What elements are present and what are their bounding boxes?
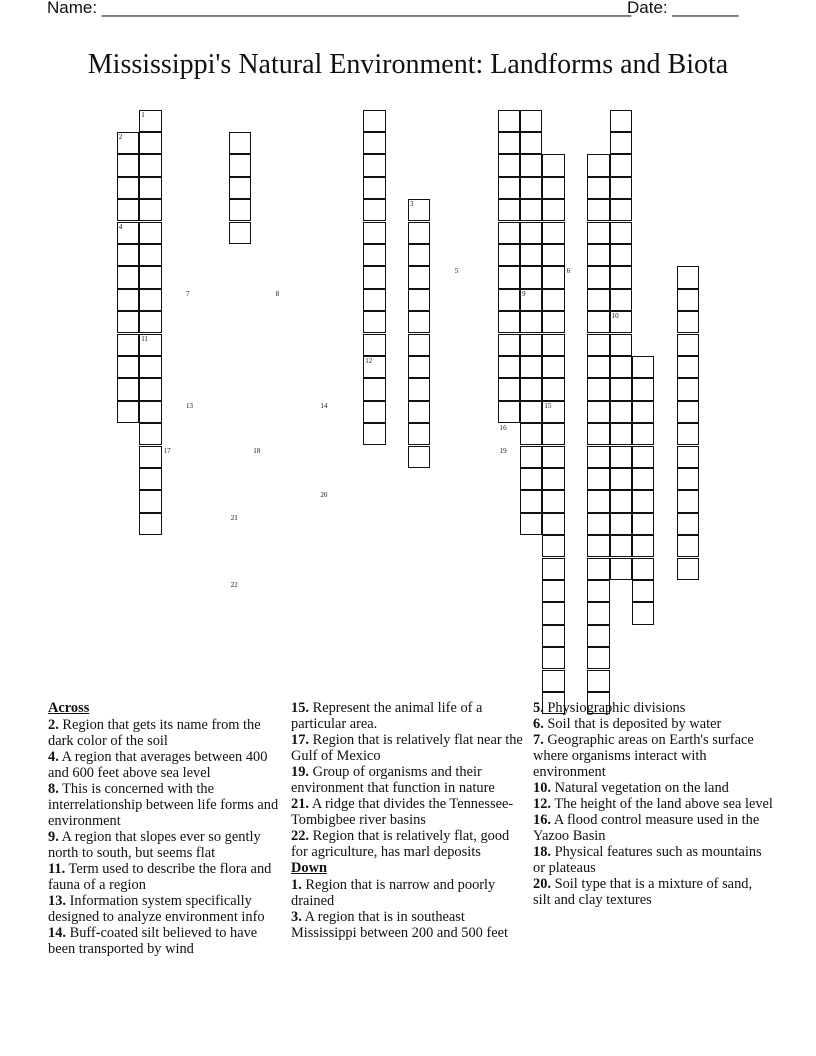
clue-number-label: 3 xyxy=(410,200,414,209)
clue-number-label: 12 xyxy=(365,356,373,365)
down-clue xyxy=(533,700,773,716)
crossword-cell[interactable] xyxy=(542,446,564,468)
crossword-cell[interactable] xyxy=(520,401,542,423)
crossword-cell[interactable] xyxy=(498,154,520,176)
clue-number: 2. xyxy=(48,717,59,733)
crossword-cell[interactable] xyxy=(229,132,251,154)
crossword-cell[interactable] xyxy=(117,177,139,199)
crossword-cell[interactable] xyxy=(408,289,430,311)
crossword-cell[interactable] xyxy=(408,423,430,445)
clue-number: 22. xyxy=(291,828,309,844)
crossword-cell[interactable] xyxy=(139,490,161,512)
crossword-cell[interactable] xyxy=(520,356,542,378)
clue-text: Natural vegetation on the land xyxy=(554,780,729,796)
crossword-cell[interactable] xyxy=(139,311,161,333)
crossword-cell[interactable] xyxy=(117,311,139,333)
crossword-cell[interactable] xyxy=(498,401,520,423)
crossword-cell[interactable] xyxy=(587,670,609,692)
clue-text: Soil that is deposited by water xyxy=(547,716,722,732)
crossword-cell[interactable] xyxy=(498,356,520,378)
crossword-cell[interactable] xyxy=(117,266,139,288)
crossword-cell[interactable] xyxy=(610,154,632,176)
crossword-cell[interactable] xyxy=(520,446,542,468)
clue-number: 13. xyxy=(48,893,66,909)
crossword-cell[interactable] xyxy=(139,378,161,400)
clue-number: 3. xyxy=(291,909,302,925)
crossword-cell[interactable] xyxy=(677,334,699,356)
crossword-cell[interactable] xyxy=(542,334,564,356)
crossword-cell[interactable] xyxy=(587,535,609,557)
down-clue xyxy=(533,844,773,876)
clue-number-label: 11 xyxy=(141,334,148,343)
crossword-cell[interactable] xyxy=(677,535,699,557)
crossword-cell[interactable] xyxy=(363,199,385,221)
clue-number: 15. xyxy=(291,700,309,716)
clue-number-label: 17 xyxy=(163,446,171,455)
clue-number: 18. xyxy=(533,844,551,860)
crossword-cell[interactable] xyxy=(587,244,609,266)
crossword-cell[interactable] xyxy=(610,535,632,557)
crossword-cell[interactable] xyxy=(498,244,520,266)
crossword-cell[interactable] xyxy=(610,334,632,356)
clue-number: 7. xyxy=(533,732,544,748)
across-clue xyxy=(291,700,527,732)
crossword-cell[interactable] xyxy=(520,177,542,199)
crossword-cell[interactable] xyxy=(139,468,161,490)
down-clue xyxy=(533,876,773,908)
crossword-cell[interactable] xyxy=(408,266,430,288)
clue-text: Buff-coated silt believed to have been transported by wind xyxy=(48,925,258,957)
crossword-cell[interactable] xyxy=(587,289,609,311)
crossword-cell[interactable] xyxy=(542,670,564,692)
crossword-cell[interactable] xyxy=(117,154,139,176)
clue-number: 6. xyxy=(533,716,544,732)
crossword-cell[interactable] xyxy=(139,446,161,468)
crossword-cell[interactable] xyxy=(117,289,139,311)
crossword-cell[interactable] xyxy=(587,334,609,356)
crossword-cell[interactable] xyxy=(587,378,609,400)
crossword-cell[interactable] xyxy=(610,468,632,490)
clue-text: A flood control measure used in the Yazoo Basin xyxy=(533,812,760,844)
crossword-cell[interactable] xyxy=(542,647,564,669)
crossword-cell[interactable] xyxy=(542,199,564,221)
crossword-cell[interactable] xyxy=(139,154,161,176)
crossword-cell[interactable] xyxy=(520,154,542,176)
date-field[interactable]: Date: _______ xyxy=(627,0,739,17)
crossword-cell[interactable] xyxy=(632,468,654,490)
crossword-cell[interactable] xyxy=(677,356,699,378)
crossword-cell[interactable] xyxy=(139,199,161,221)
crossword-cell[interactable] xyxy=(610,490,632,512)
crossword-cell[interactable] xyxy=(587,647,609,669)
crossword-cell[interactable] xyxy=(632,378,654,400)
crossword-cell[interactable] xyxy=(520,199,542,221)
crossword-cell[interactable] xyxy=(610,401,632,423)
crossword-cell[interactable] xyxy=(542,266,564,288)
crossword-cell[interactable] xyxy=(363,423,385,445)
crossword-cell[interactable] xyxy=(520,423,542,445)
crossword-cell[interactable] xyxy=(542,423,564,445)
across-clue xyxy=(291,732,527,764)
crossword-cell[interactable] xyxy=(587,625,609,647)
crossword-cell[interactable] xyxy=(363,244,385,266)
crossword-cell[interactable] xyxy=(542,535,564,557)
clue-text: A region that averages between 400 and 600 feet above sea level xyxy=(48,749,268,781)
crossword-cell[interactable] xyxy=(632,602,654,624)
crossword-cell[interactable] xyxy=(632,446,654,468)
down-clue xyxy=(291,877,527,909)
crossword-cell[interactable] xyxy=(677,558,699,580)
crossword-cell[interactable] xyxy=(229,199,251,221)
down-clue xyxy=(533,716,773,732)
crossword-cell[interactable] xyxy=(542,580,564,602)
crossword-cell[interactable] xyxy=(363,289,385,311)
crossword-cell[interactable] xyxy=(520,311,542,333)
clue-number: 19. xyxy=(291,764,309,780)
down-clue xyxy=(533,780,773,796)
clue-number-label: 18 xyxy=(253,446,261,455)
crossword-cell[interactable] xyxy=(587,580,609,602)
crossword-cell[interactable] xyxy=(587,154,609,176)
crossword-cell[interactable] xyxy=(139,289,161,311)
crossword-cell[interactable] xyxy=(117,199,139,221)
crossword-cell[interactable] xyxy=(520,513,542,535)
crossword-cell[interactable] xyxy=(520,334,542,356)
clue-text: A region that slopes ever so gently north to south, but seems flat xyxy=(48,829,261,861)
crossword-cell[interactable] xyxy=(610,110,632,132)
crossword-cell[interactable] xyxy=(408,378,430,400)
crossword-cell[interactable] xyxy=(520,110,542,132)
crossword-cell[interactable] xyxy=(363,334,385,356)
across-clue xyxy=(48,781,284,829)
clue-number: 21. xyxy=(291,796,309,812)
crossword-cell[interactable] xyxy=(587,222,609,244)
clue-text: Group of organisms and their environment that function in nature xyxy=(291,764,495,796)
clue-number: 20. xyxy=(533,876,551,892)
clue-number-label: 19 xyxy=(499,446,507,455)
clue-text: Region that is relatively flat, good for agriculture, has marl deposits xyxy=(291,828,510,860)
clue-number-label: 6 xyxy=(566,267,571,276)
crossword-cell[interactable] xyxy=(677,401,699,423)
clue-number-label: 10 xyxy=(611,312,619,321)
crossword-cell[interactable] xyxy=(363,154,385,176)
crossword-cell[interactable] xyxy=(542,356,564,378)
crossword-cell[interactable] xyxy=(520,468,542,490)
crossword-cell[interactable] xyxy=(677,490,699,512)
crossword-cell[interactable] xyxy=(587,266,609,288)
crossword-cell[interactable] xyxy=(139,423,161,445)
clue-text: Region that gets its name from the dark color of the soil xyxy=(48,717,261,749)
crossword-cell[interactable] xyxy=(610,177,632,199)
clue-column-2 xyxy=(291,700,527,941)
crossword-cell[interactable] xyxy=(520,244,542,266)
clue-number: 17. xyxy=(291,732,309,748)
crossword-cell[interactable] xyxy=(117,244,139,266)
crossword-cell[interactable] xyxy=(498,177,520,199)
crossword-cell[interactable] xyxy=(363,177,385,199)
crossword-cell[interactable] xyxy=(408,334,430,356)
crossword-cell[interactable] xyxy=(542,177,564,199)
down-clue xyxy=(533,796,773,812)
across-clue xyxy=(291,796,527,828)
crossword-cell[interactable] xyxy=(610,266,632,288)
page-title: Mississippi's Natural Environment: Landforms and Biota xyxy=(87,49,729,80)
crossword-cell[interactable] xyxy=(587,423,609,445)
clue-text: This is concerned with the interrelationship between life forms and environment xyxy=(48,781,279,829)
crossword-cell[interactable] xyxy=(587,311,609,333)
crossword-cell[interactable] xyxy=(610,513,632,535)
clue-number-label: 5 xyxy=(454,267,459,276)
crossword-cell[interactable] xyxy=(139,132,161,154)
clue-number-label: 1 xyxy=(141,110,145,119)
crossword-cell[interactable] xyxy=(542,625,564,647)
crossword-cell[interactable] xyxy=(587,199,609,221)
across-clue xyxy=(48,861,284,893)
clue-number-label: 16 xyxy=(499,424,507,433)
crossword-cell[interactable] xyxy=(632,580,654,602)
crossword-cell[interactable] xyxy=(117,401,139,423)
crossword-cell[interactable] xyxy=(229,222,251,244)
crossword-cell[interactable] xyxy=(587,356,609,378)
crossword-cell[interactable] xyxy=(363,132,385,154)
crossword-cell[interactable] xyxy=(587,401,609,423)
clue-number: 10. xyxy=(533,780,551,796)
crossword-cell[interactable] xyxy=(117,378,139,400)
crossword-cell[interactable] xyxy=(363,266,385,288)
crossword-cell[interactable] xyxy=(587,513,609,535)
down-clue xyxy=(291,909,527,941)
crossword-cell[interactable] xyxy=(677,311,699,333)
across-clue xyxy=(48,749,284,781)
crossword-cell[interactable] xyxy=(229,177,251,199)
crossword-cell[interactable] xyxy=(498,334,520,356)
down-clue xyxy=(533,812,773,844)
crossword-cell[interactable] xyxy=(139,356,161,378)
crossword-cell[interactable] xyxy=(677,468,699,490)
crossword-cell[interactable] xyxy=(677,446,699,468)
crossword-cell[interactable] xyxy=(542,289,564,311)
crossword-cell[interactable] xyxy=(632,558,654,580)
crossword-cell[interactable] xyxy=(498,222,520,244)
crossword-cell[interactable] xyxy=(139,244,161,266)
crossword-cell[interactable] xyxy=(542,602,564,624)
clue-column-1 xyxy=(48,700,284,957)
crossword-cell[interactable] xyxy=(587,558,609,580)
clue-number-label: 8 xyxy=(275,289,280,298)
clue-number: 5. xyxy=(533,700,544,716)
clue-number: 8. xyxy=(48,781,59,797)
crossword-cell[interactable] xyxy=(363,311,385,333)
crossword-cell[interactable] xyxy=(139,266,161,288)
crossword-cell[interactable] xyxy=(542,244,564,266)
crossword-cell[interactable] xyxy=(408,222,430,244)
crossword-cell[interactable] xyxy=(632,490,654,512)
clue-number-label: 9 xyxy=(522,289,526,298)
crossword-cell[interactable] xyxy=(542,222,564,244)
crossword-cell[interactable] xyxy=(542,154,564,176)
crossword-cell[interactable] xyxy=(677,289,699,311)
crossword-cell[interactable] xyxy=(542,490,564,512)
crossword-cell[interactable] xyxy=(587,490,609,512)
crossword-cell[interactable] xyxy=(677,513,699,535)
crossword-cell[interactable] xyxy=(610,446,632,468)
clue-text: Physical features such as mountains or plateaus xyxy=(533,844,762,876)
across-clue xyxy=(48,925,284,957)
clue-number: 16. xyxy=(533,812,551,828)
clue-number-label: 7 xyxy=(186,289,190,298)
crossword-cell[interactable] xyxy=(520,266,542,288)
crossword-cell[interactable] xyxy=(408,244,430,266)
clue-number: 14. xyxy=(48,925,66,941)
crossword-cell[interactable] xyxy=(677,266,699,288)
crossword-cell[interactable] xyxy=(610,423,632,445)
crossword-cell[interactable] xyxy=(229,154,251,176)
crossword-cell[interactable] xyxy=(363,401,385,423)
across-clue xyxy=(291,828,527,860)
clue-number-label: 4 xyxy=(118,222,123,231)
crossword-cell[interactable] xyxy=(587,446,609,468)
crossword-cell[interactable] xyxy=(498,266,520,288)
clue-text: Region that is narrow and poorly drained xyxy=(291,877,496,909)
down-heading: Down xyxy=(291,860,327,876)
clue-text: Soil type that is a mixture of sand, silt and clay textures xyxy=(533,876,753,908)
clue-text: Information system specifically designed to analyze environment info xyxy=(48,893,265,925)
crossword-cell[interactable] xyxy=(498,199,520,221)
crossword-cell[interactable] xyxy=(408,356,430,378)
across-heading: Across xyxy=(48,700,90,716)
crossword-cell[interactable] xyxy=(363,222,385,244)
clue-text: A region that is in southeast Mississippi between 200 and 500 feet xyxy=(291,909,509,941)
clue-text: Term used to describe the flora and fauna of a region xyxy=(48,861,272,893)
crossword-cell[interactable] xyxy=(542,558,564,580)
clue-text: A ridge that divides the Tennessee-Tombigbee river basins xyxy=(291,796,514,828)
name-field[interactable]: Name: ________________________________________________________ xyxy=(47,0,632,17)
clue-text: The height of the land above sea level xyxy=(554,796,773,812)
crossword-cell[interactable] xyxy=(498,132,520,154)
down-clue xyxy=(533,732,773,780)
crossword-cell[interactable] xyxy=(542,311,564,333)
crossword-cell[interactable] xyxy=(632,401,654,423)
crossword-cell[interactable] xyxy=(139,177,161,199)
clue-number-label: 13 xyxy=(186,401,193,410)
crossword-cell[interactable] xyxy=(610,244,632,266)
clue-number-label: 14 xyxy=(320,401,328,410)
clue-number-label: 2 xyxy=(118,132,123,141)
clue-number-label: 21 xyxy=(230,513,238,522)
crossword-cell[interactable] xyxy=(363,110,385,132)
crossword-cell[interactable] xyxy=(587,468,609,490)
crossword-cell[interactable] xyxy=(139,401,161,423)
crossword-cell[interactable] xyxy=(520,490,542,512)
across-clue xyxy=(48,893,284,925)
crossword-cell[interactable] xyxy=(587,177,609,199)
across-clue xyxy=(48,829,284,861)
crossword-cell[interactable] xyxy=(632,356,654,378)
crossword-cell[interactable] xyxy=(117,334,139,356)
crossword-cell[interactable] xyxy=(610,356,632,378)
clue-number: 4. xyxy=(48,749,59,765)
clue-number-label: 15 xyxy=(544,401,552,410)
crossword-cell[interactable] xyxy=(498,110,520,132)
clue-text: Physiographic divisions xyxy=(547,700,686,716)
crossword-cell[interactable] xyxy=(542,378,564,400)
crossword-cell[interactable] xyxy=(610,132,632,154)
crossword-cell[interactable] xyxy=(632,423,654,445)
crossword-cell[interactable] xyxy=(520,132,542,154)
crossword-cell[interactable] xyxy=(677,378,699,400)
across-clue xyxy=(291,764,527,796)
crossword-cell[interactable] xyxy=(139,513,161,535)
crossword-cell[interactable] xyxy=(408,311,430,333)
crossword-cell[interactable] xyxy=(139,222,161,244)
crossword-cell[interactable] xyxy=(363,378,385,400)
crossword-cell[interactable] xyxy=(610,558,632,580)
crossword-cell[interactable] xyxy=(498,378,520,400)
crossword-cell[interactable] xyxy=(498,289,520,311)
across-clue xyxy=(48,717,284,749)
crossword-cell[interactable] xyxy=(632,535,654,557)
crossword-cell[interactable] xyxy=(408,446,430,468)
clue-column-3 xyxy=(533,700,773,908)
crossword-cell[interactable] xyxy=(520,378,542,400)
clue-number: 12. xyxy=(533,796,551,812)
clue-text: Represent the animal life of a particular area. xyxy=(291,700,483,732)
crossword-cell[interactable] xyxy=(632,513,654,535)
clue-text: Geographic areas on Earth's surface where organisms interact with environment xyxy=(533,732,754,780)
crossword-cell[interactable] xyxy=(610,289,632,311)
crossword-cell[interactable] xyxy=(498,311,520,333)
clue-number: 1. xyxy=(291,877,302,893)
crossword-cell[interactable] xyxy=(610,378,632,400)
crossword-cell[interactable] xyxy=(542,513,564,535)
crossword-cell[interactable] xyxy=(520,222,542,244)
clue-number: 11. xyxy=(48,861,66,877)
clue-number-label: 22 xyxy=(230,580,238,589)
clue-number: 9. xyxy=(48,829,59,845)
clue-number-label: 20 xyxy=(320,491,328,500)
crossword-cell[interactable] xyxy=(117,356,139,378)
clue-text: Region that is relatively flat near the Gulf of Mexico xyxy=(291,732,523,764)
crossword-cell[interactable] xyxy=(587,602,609,624)
crossword-cell[interactable] xyxy=(610,222,632,244)
crossword-cell[interactable] xyxy=(610,199,632,221)
crossword-cell[interactable] xyxy=(542,468,564,490)
crossword-cell[interactable] xyxy=(677,423,699,445)
crossword-cell[interactable] xyxy=(408,401,430,423)
